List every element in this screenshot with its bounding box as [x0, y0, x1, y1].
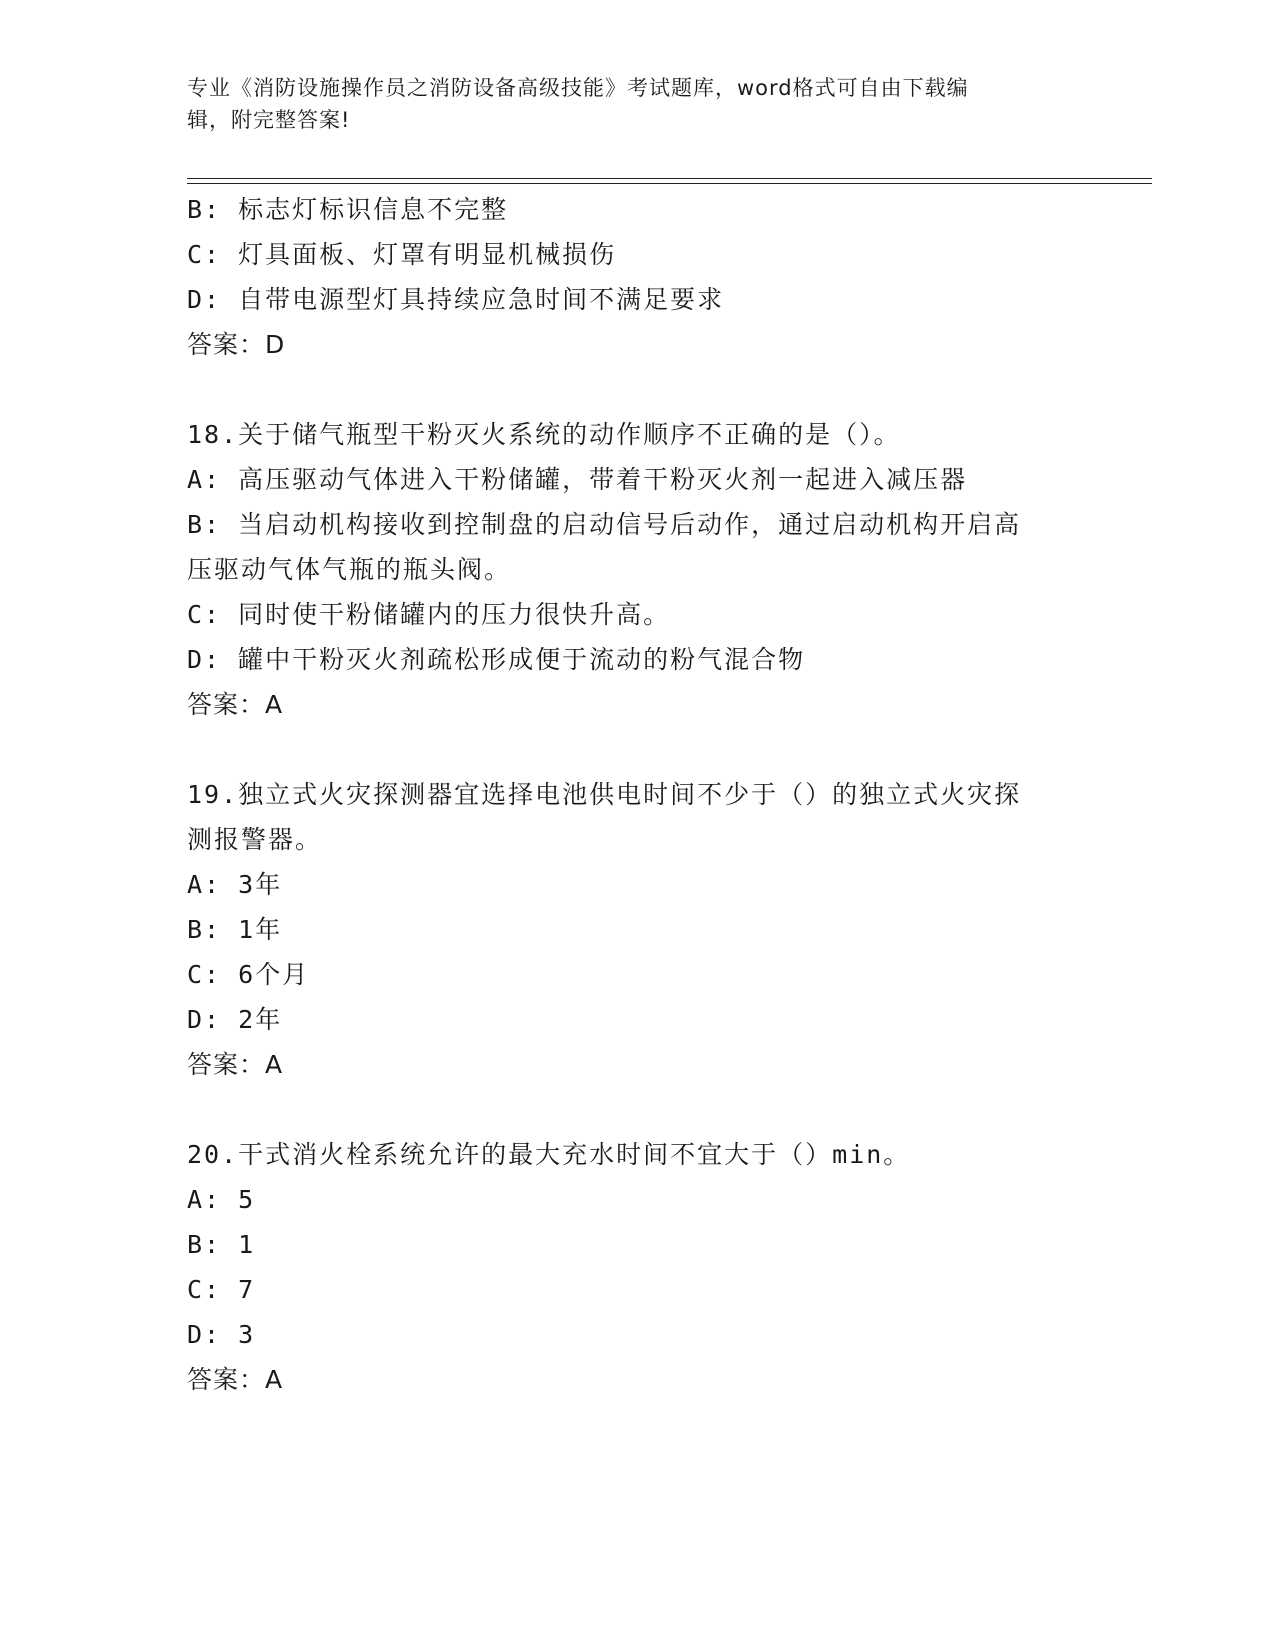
q20-option-b: B: 1	[187, 1230, 256, 1259]
q19-answer: 答案：A	[187, 1050, 284, 1079]
document-header	[187, 72, 1087, 136]
header-line-2: 辑，附完整答案!	[187, 108, 351, 132]
q18-option-b-line-2: 压驱动气体气瓶的瓶头阀。	[187, 555, 512, 584]
q20-option-c: C: 7	[187, 1275, 256, 1304]
q19-option-c: C: 6个月	[187, 960, 310, 989]
q17-option-b: B: 标志灯标识信息不完整	[187, 195, 509, 224]
q17-option-c: C: 灯具面板、灯罩有明显机械损伤	[187, 240, 617, 269]
q19-stem-line-1: 19.独立式火灾探测器宜选择电池供电时间不少于（）的独立式火灾探	[187, 780, 1022, 809]
q18-answer: 答案：A	[187, 690, 284, 719]
q19-option-d: D: 2年	[187, 1005, 283, 1034]
header-divider-top	[187, 178, 1152, 179]
q18-option-b-line-1: B: 当启动机构接收到控制盘的启动信号后动作，通过启动机构开启高	[187, 510, 1022, 539]
q19-option-b: B: 1年	[187, 915, 283, 944]
q19-option-a: A: 3年	[187, 870, 283, 899]
q18-option-c: C: 同时使干粉储罐内的压力很快升高。	[187, 600, 671, 629]
q18-option-d: D: 罐中干粉灭火剂疏松形成便于流动的粉气混合物	[187, 645, 806, 674]
q17-option-d: D: 自带电源型灯具持续应急时间不满足要求	[187, 285, 725, 314]
q18-option-a: A: 高压驱动气体进入干粉储罐，带着干粉灭火剂一起进入减压器	[187, 465, 968, 494]
q19-stem-line-2: 测报警器。	[187, 825, 323, 854]
q20-stem: 20.干式消火栓系统允许的最大充水时间不宜大于（）min。	[187, 1140, 911, 1169]
q20-option-a: A: 5	[187, 1185, 256, 1214]
header-line-1: 专业《消防设施操作员之消防设备高级技能》考试题库，word格式可自由下载编	[187, 76, 969, 100]
header-divider-bottom	[187, 183, 1152, 184]
q17-answer: 答案：D	[187, 330, 286, 359]
q18-stem: 18.关于储气瓶型干粉灭火系统的动作顺序不正确的是（）。	[187, 420, 901, 449]
q20-answer: 答案：A	[187, 1365, 284, 1394]
q20-option-d: D: 3	[187, 1320, 256, 1349]
